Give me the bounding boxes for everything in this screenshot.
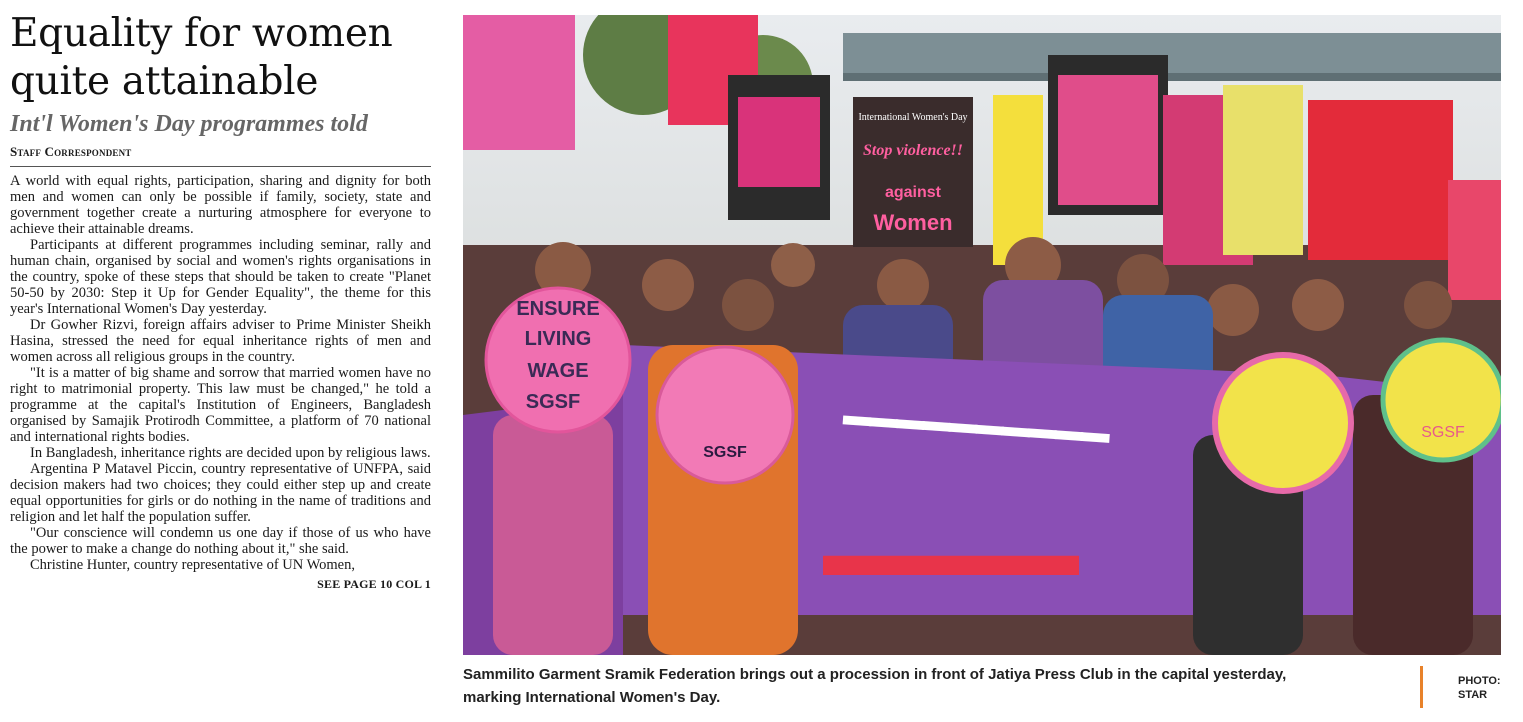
- sign-text: ENSURE: [516, 298, 600, 320]
- byline: Staff Correspondent: [10, 144, 132, 159]
- paragraph: Participants at different programmes including seminar, rally and human chain, organised by social and women's rights organisations in the country, spoke of these steps that should be taken to create "Planet 50-50 by 2030: Step it Up for Gender Equality", the theme for this year's International Women's Day yesterday.: [10, 237, 431, 317]
- sign-text: SGSF: [703, 444, 747, 461]
- paragraph: Argentina P Matavel Piccin, country representative of UNFPA, said decision makers had two choices; they could either step up and create equal opportunities for girls or do nothing in the name of traditions and religion and let half the population suffer.: [10, 461, 431, 525]
- news-photo: [463, 15, 1501, 655]
- headline-line-2: quite attainable: [10, 59, 319, 104]
- caption-line-2: marking International Women's Day.: [463, 689, 721, 706]
- article-body: [10, 173, 431, 573]
- byline-rule: [10, 166, 431, 167]
- protest-sign: [1308, 100, 1453, 260]
- sign-against: against: [884, 184, 942, 201]
- sign-text: SGSF: [525, 391, 581, 413]
- photo-caption: [463, 663, 1413, 709]
- headline: [10, 10, 431, 106]
- headline-line-1: Equality for women: [10, 11, 393, 56]
- banner-script: ▬▬▬▬: [823, 517, 1079, 589]
- sign-women: Women: [873, 210, 953, 235]
- jump-line[interactable]: SEE PAGE 10 COL 1: [317, 577, 431, 591]
- paragraph: Christine Hunter, country representative of UN Women,: [30, 557, 355, 573]
- credit-label: PHOTO:: [1458, 675, 1501, 687]
- photo-credit: [1458, 674, 1501, 702]
- overpass: [843, 33, 1501, 73]
- credit-divider: [1420, 666, 1423, 708]
- article: [10, 10, 431, 592]
- paragraph: Dr Gowher Rizvi, foreign affairs adviser to Prime Minister Sheikh Hasina, stressed the need for equal inheritance rights of men and women across all religious groups in the country.: [10, 317, 431, 365]
- credit-source: STAR: [1458, 689, 1488, 701]
- sign-round-yellow: [1215, 355, 1351, 491]
- sign-sgsf: [1383, 340, 1501, 460]
- paragraph: "It is a matter of big shame and sorrow that married women have no right to matrimonial property. This law must be changed," he told a programme at the capital's Institution of Engineers, Bangladesh organised by Samajik Protirodh Committee, a platform of 70 national and international rights bodies.: [10, 365, 431, 445]
- banner-script: ━━━━━━━━━━: [842, 396, 1110, 464]
- sign-stop-violence: Stop violence!!: [863, 142, 963, 159]
- caption-line-1: Sammilito Garment Sramik Federation brings out a procession in front of Jatiya Press Club in the capital yesterday,: [463, 666, 1287, 683]
- sign-text: WAGE: [527, 360, 589, 382]
- paragraph: "Our conscience will condemn us one day if those of us who have the power to make a change do nothing about it," she said.: [10, 525, 431, 557]
- protest-sign: [1223, 85, 1303, 255]
- paragraph: In Bangladesh, inheritance rights are decided upon by religious laws.: [30, 445, 431, 461]
- paragraph: A world with equal rights, participation, sharing and dignity for both men and women can only be possible if family, society, state and government together create a nurturing atmosphere for everyone to achieve their attainable dreams.: [10, 173, 431, 237]
- photo-illustration: [463, 15, 1501, 655]
- protest-sign: [1448, 180, 1501, 300]
- sign-round-pink: [657, 347, 793, 483]
- protest-sign: [463, 15, 575, 150]
- sign-text: LIVING: [524, 328, 592, 350]
- deck-subheadline: Int'l Women's Day programmes told: [10, 111, 368, 137]
- sign-text: SGSF: [1421, 424, 1465, 441]
- sign-iwd-title: International Women's Day: [858, 112, 968, 123]
